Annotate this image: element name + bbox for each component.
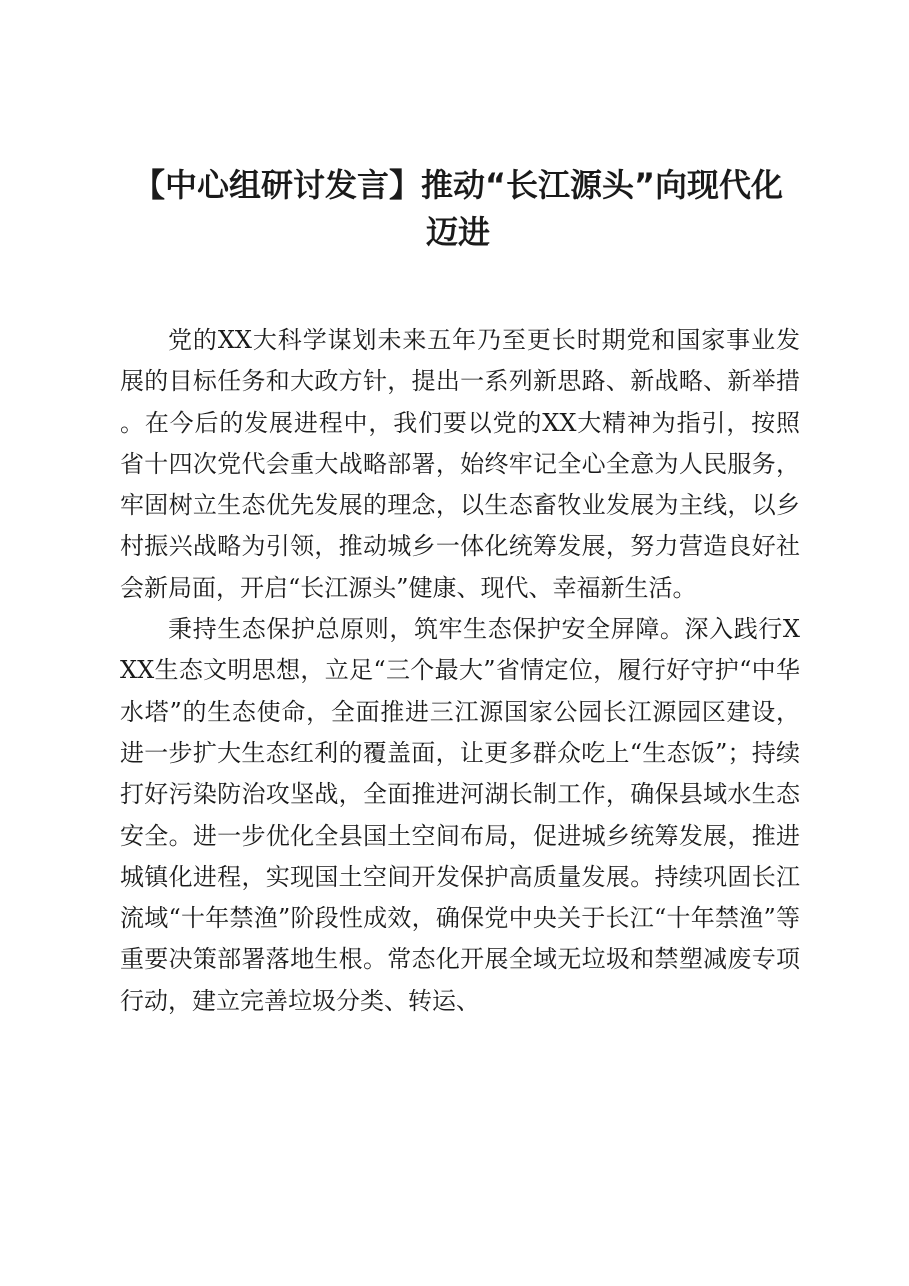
paragraph-intro: 党的XX大科学谋划未来五年乃至更长时期党和国家事业发展的目标任务和大政方针，提出一系列新思路、新战略、新举措。在今后的发展进程中，我们要以党的XX大精神为指引，按照省十四次党代会重大战略部署，始终牢记全心全意为人民服务，牢固树立生态优先发展的理念，以生态畜牧业发展为主线，以乡村振兴战略为引领，推动城乡一体化统筹发展，努力营造良好社会新局面，开启“长江源头”健康、现代、幸福新生活。 — [120, 326, 800, 602]
document-body — [120, 320, 800, 1022]
document-title: 【中心组研讨发言】推动“长江源头”向现代化迈进 — [132, 166, 784, 251]
paragraph-ecology: 秉持生态保护总原则，筑牢生态保护安全屏障。深入践行XXX生态文明思想，立足“三个最大”省情定位，履行好守护“中华水塔”的生态使命，全面推进三江源国家公园长江源园区建设，进一步扩大生态红利的覆盖面，让更多群众吃上“生态饭”；持续打好污染防治攻坚战，全面推进河湖长制工作，确保县域水生态安全。进一步优化全县国土空间布局，促进城乡统筹发展，推进城镇化进程，实现国土空间开发保护高质量发展。持续巩固长江流域“十年禁渔”阶段性成效，确保党中央关于长江“十年禁渔”等重要决策部署落地生根。常态化开展全域无垃圾和禁塑减废专项行动，建立完善垃圾分类、转运、 — [120, 615, 800, 1015]
